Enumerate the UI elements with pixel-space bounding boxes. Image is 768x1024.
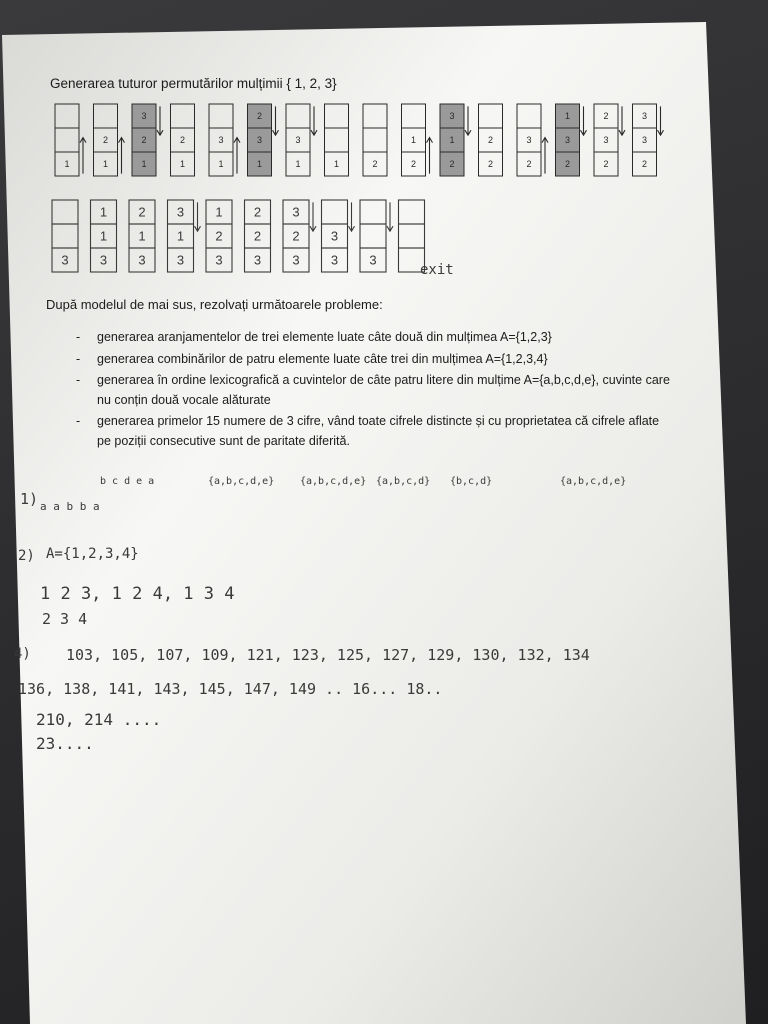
stack-cell <box>171 104 195 128</box>
answer-4-line-2: 136, 138, 141, 143, 145, 147, 149 .. 16... 18.. <box>18 680 443 698</box>
stack <box>171 104 195 176</box>
stack-cell-value: 3 <box>526 135 532 146</box>
stack-cell-value: 2 <box>102 135 109 146</box>
problem-item: - generarea primelor 15 numere de 3 cifre, vând toate cifrele distincte și cu proprietatea că cifrele aflate pe poziții consecutive sunt de paritate diferită. <box>74 412 674 451</box>
arrow-up-icon <box>119 138 125 174</box>
stack-cell <box>94 104 118 128</box>
stack-cell <box>52 224 78 248</box>
arrow-up-icon <box>427 138 433 174</box>
stack-cell-value: 2 <box>256 111 263 122</box>
arrow-down-icon <box>619 106 625 135</box>
stack-cell <box>325 104 349 128</box>
stack-cell-value: 1 <box>215 204 223 220</box>
answer-2-set: A={1,2,3,4} <box>46 546 139 562</box>
stack-cell <box>52 200 78 224</box>
stack-cell-value: 3 <box>141 111 147 122</box>
stack <box>633 104 664 176</box>
answer-2-line-2: 2 3 4 <box>42 610 88 628</box>
instructions-intro: După modelul de mai sus, rezolvați următoarele probleme: <box>46 297 383 312</box>
stack-cell-value: 3 <box>564 135 571 146</box>
arrow-down-icon <box>349 202 355 231</box>
arrow-up-icon <box>542 138 548 174</box>
arrow-down-icon <box>311 106 317 135</box>
problem-list <box>74 328 674 453</box>
stack-cell-value: 3 <box>256 135 263 146</box>
stack-cell-value: 1 <box>64 159 70 170</box>
stack <box>245 200 271 272</box>
stack-cell <box>209 104 233 128</box>
stack-cell <box>55 128 79 152</box>
stack-cell <box>360 224 386 248</box>
problem-item: - generarea aranjamentelor de trei elemente luate câte două din mulțimea A={1,2,3} <box>74 328 674 348</box>
stack-cell <box>325 128 349 152</box>
arrow-down-icon <box>310 202 316 231</box>
stack <box>440 104 471 176</box>
arrow-down-icon <box>387 202 393 231</box>
stack-cell-value: 2 <box>292 228 300 244</box>
stack-cell <box>55 104 79 128</box>
stack-cell-value: 3 <box>449 111 455 122</box>
problem-item: - generarea combinărilor de patru elemente luate câte trei din mulțimea A={1,2,3,4} <box>74 350 674 370</box>
stack-cell-value: 1 <box>176 228 185 244</box>
stack-cell-value: 3 <box>61 252 69 268</box>
stack-cell-value: 3 <box>176 204 185 220</box>
stack-cell <box>363 128 387 152</box>
stack-cell-value: 3 <box>330 228 339 244</box>
stack-cell-value: 2 <box>526 159 532 170</box>
stack-cell-value: 2 <box>215 228 223 244</box>
stack-cell-value: 2 <box>372 159 378 170</box>
stack <box>556 104 587 176</box>
stack-cell-value: 1 <box>564 111 571 122</box>
answer-1-step: b c d e a <box>100 476 155 487</box>
stack <box>325 104 349 176</box>
answer-4-line-4: 23.... <box>36 734 94 753</box>
stack-cell-value: 2 <box>138 204 146 220</box>
stack-cell-value: 1 <box>218 159 224 170</box>
stack-cell <box>517 104 541 128</box>
answer-1-step: {a,b,c,d,e} <box>560 476 627 487</box>
stack-cell-value: 3 <box>218 135 224 146</box>
stack-cell-value: 1 <box>449 135 455 146</box>
stack-cell <box>399 224 425 248</box>
arrow-down-icon <box>273 106 279 135</box>
answer-2-label: 2) <box>18 548 35 564</box>
stack-cell-value: 1 <box>295 159 301 170</box>
stack-cell-value: 3 <box>138 252 146 268</box>
stack-cell-value: 1 <box>141 159 147 170</box>
answer-1-step: {b,c,d} <box>450 476 493 487</box>
stack-cell-value: 2 <box>603 111 609 122</box>
stack-cell <box>402 104 426 128</box>
stack <box>322 200 355 272</box>
answer-1-step: {a,b,c,d} <box>376 476 431 487</box>
stack-cell <box>363 104 387 128</box>
exit-label: exit <box>420 262 454 278</box>
stack <box>517 104 548 176</box>
stack-cell-value: 2 <box>253 204 262 220</box>
stack-cell-value: 2 <box>141 135 147 146</box>
stack-cell-value: 3 <box>295 135 301 146</box>
stack-cell <box>322 200 348 224</box>
answer-4-line-1: 103, 105, 107, 109, 121, 123, 125, 127, 129, 130, 132, 134 <box>66 646 590 664</box>
stack <box>91 200 117 272</box>
stack-cell <box>360 200 386 224</box>
arrow-up-icon <box>234 138 240 174</box>
stack <box>286 104 317 176</box>
stack <box>132 104 163 176</box>
stack-cell-value: 1 <box>256 159 263 170</box>
stack-cell <box>399 200 425 224</box>
stack <box>55 104 86 176</box>
page-title: Generarea tuturor permutărilor mulțimii { 1, 2, 3} <box>50 76 337 91</box>
arrow-down-icon <box>581 106 587 135</box>
stack-cell-value: 1 <box>333 159 340 170</box>
stack-cell-value: 2 <box>410 159 417 170</box>
stack-cell-value: 1 <box>179 159 186 170</box>
stack <box>209 104 240 176</box>
arrow-down-icon <box>195 202 201 231</box>
stack-cell-value: 1 <box>99 228 108 244</box>
permutation-stacks <box>0 0 768 290</box>
stack-cell-value: 2 <box>179 135 186 146</box>
stack-cell-value: 3 <box>641 135 648 146</box>
stack-cell-value: 3 <box>603 135 609 146</box>
arrow-up-icon <box>80 138 86 174</box>
arrow-down-icon <box>658 106 664 135</box>
answer-1-step: a a b b a <box>40 500 100 513</box>
stack-cell <box>479 104 503 128</box>
stack-cell-value: 3 <box>176 252 185 268</box>
answer-1-step: {a,b,c,d,e} <box>300 476 367 487</box>
stack <box>479 104 503 176</box>
answer-4-label: 4) <box>14 646 31 662</box>
stack-cell-value: 1 <box>138 228 146 244</box>
stack-cell-value: 3 <box>215 252 223 268</box>
stack-cell-value: 2 <box>449 159 455 170</box>
stack <box>402 104 433 176</box>
stack <box>52 200 78 272</box>
stack-cell-value: 2 <box>603 159 609 170</box>
arrow-down-icon <box>465 106 471 135</box>
stack <box>206 200 232 272</box>
stack <box>283 200 316 272</box>
stack <box>129 200 155 272</box>
stack-cell-value: 2 <box>487 159 494 170</box>
stack-cell-value: 3 <box>292 252 300 268</box>
arrow-down-icon <box>157 106 163 135</box>
stack-cell-value: 3 <box>330 252 339 268</box>
stack <box>248 104 279 176</box>
answer-2-line-1: 1 2 3, 1 2 4, 1 3 4 <box>40 584 235 604</box>
answer-1-step: {a,b,c,d,e} <box>208 476 275 487</box>
stack-cell-value: 2 <box>253 228 262 244</box>
stack-cell-value: 2 <box>564 159 571 170</box>
stack <box>360 200 393 272</box>
stack-cell-value: 1 <box>99 204 108 220</box>
stack <box>594 104 625 176</box>
stack-cell-value: 1 <box>410 135 417 146</box>
stack-cell-value: 3 <box>369 252 377 268</box>
stack-cell-value: 2 <box>487 135 494 146</box>
stack-cell-value: 1 <box>102 159 109 170</box>
problem-item: - generarea în ordine lexicografică a cuvintelor de câte patru litere din mulțime A={a,b,c,d,e}, cuvinte care nu conțin două vocale alăturate <box>74 371 674 410</box>
stack-cell-value: 3 <box>99 252 108 268</box>
stack-cell-value: 3 <box>253 252 262 268</box>
stack-cell-value: 3 <box>292 204 300 220</box>
stack <box>94 104 125 176</box>
stack <box>363 104 387 176</box>
stack-cell-value: 2 <box>641 159 648 170</box>
stack <box>168 200 201 272</box>
stack-cell <box>286 104 310 128</box>
stack-cell-value: 3 <box>641 111 648 122</box>
answer-1-label: 1) <box>20 490 39 508</box>
answer-4-line-3: 210, 214 .... <box>36 710 162 729</box>
